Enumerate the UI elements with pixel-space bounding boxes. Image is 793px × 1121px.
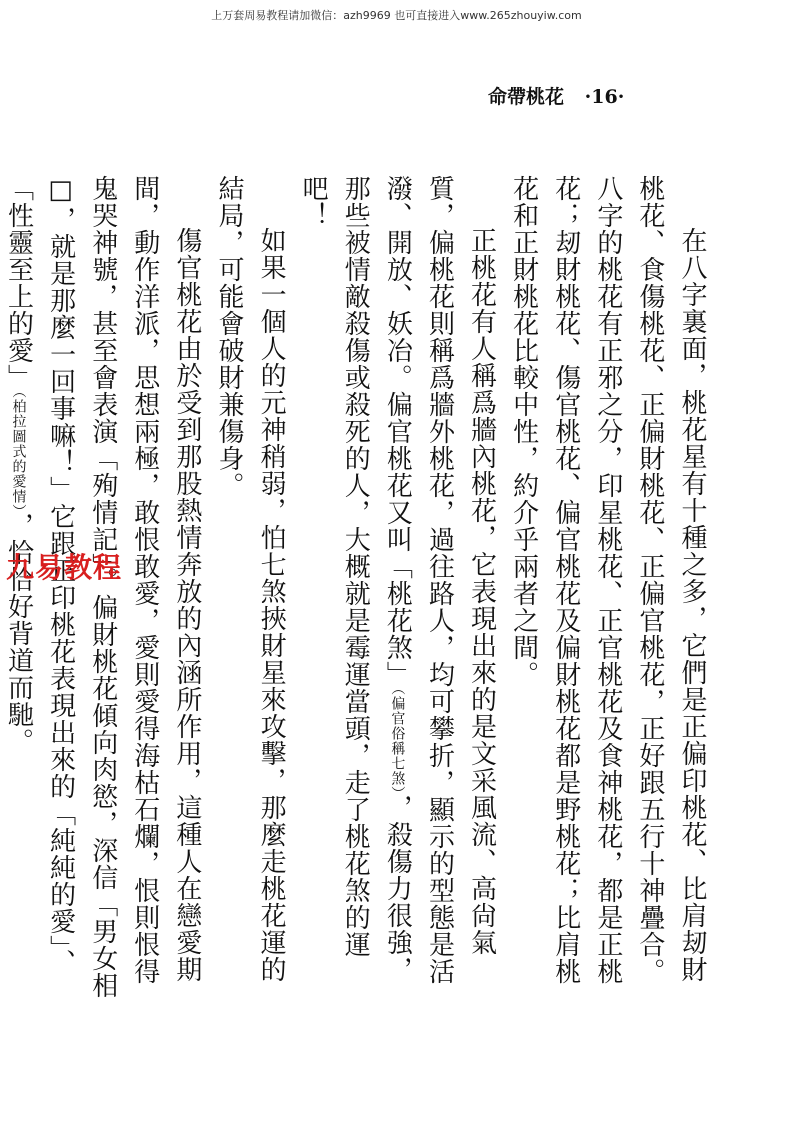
paragraph-text: ，恰恰好背道而馳。 [3, 512, 34, 755]
top-banner: 上万套周易教程请加微信：azh9969 也可直接进入www.265zhouyiw.com [211, 9, 582, 22]
page-number: ·16· [584, 86, 625, 108]
paragraph-text: ，殺傷力很強，那些被情敵殺傷或殺死的人，大概就是霉運當頭，走了桃花煞的運吧！ [298, 175, 413, 983]
paragraph [503, 175, 713, 1005]
paragraph-text: 傷官桃花由於受到那股熱情奔放的內涵所作用，這種人在戀愛期間，動作洋派，思想兩極，敢恨敢愛，愛則愛得海枯石爛，恨則恨得鬼哭神號，甚至會表演「殉情記」。偏財桃花傾向肉慾，深信「男女相□，就是那麼一回事嘛！」它跟正印桃花表現出來的「純純的愛」、「性靈至上的愛」 [3, 175, 202, 999]
chapter-title: 命帶桃花 [488, 86, 565, 108]
inline-note: （柏拉圖式的愛情） [10, 391, 27, 512]
paragraph-text: 如果一個人的元神稍弱，怕七煞挾財星來攻擊，那麼走桃花運的結局，可能會破財兼傷身。 [213, 175, 287, 983]
paragraph [292, 175, 502, 1005]
paragraph-text: 在八字裏面，桃花星有十種之多，它們是正偏印桃花、比肩刼財桃花、食傷桃花、正偏財桃花、正偏官桃花，正好跟五行十神疊合。八字的桃花有正邪之分，印星桃花、正官桃花及食神桃花，都是正桃花；刼財桃花、傷官桃花、偏官桃花及偏財桃花都是野桃花；比肩桃花和正財桃花比較中性，約介乎兩者之間。 [508, 175, 707, 985]
paragraph [208, 175, 292, 1005]
inline-note: （偏官俗稱七煞） [389, 688, 406, 794]
running-head [488, 82, 624, 109]
watermark: 九易教程 [6, 551, 123, 584]
paragraph-text: 正桃花有人稱爲牆內桃花，它表現出來的是文采風流、高尙氣質，偏桃花則稱爲牆外桃花，過往路人，均可攀折，顯示的型態是活潑、開放、妖冶。偏官桃花又叫「桃花煞」 [382, 175, 497, 985]
paragraph [0, 175, 208, 1005]
